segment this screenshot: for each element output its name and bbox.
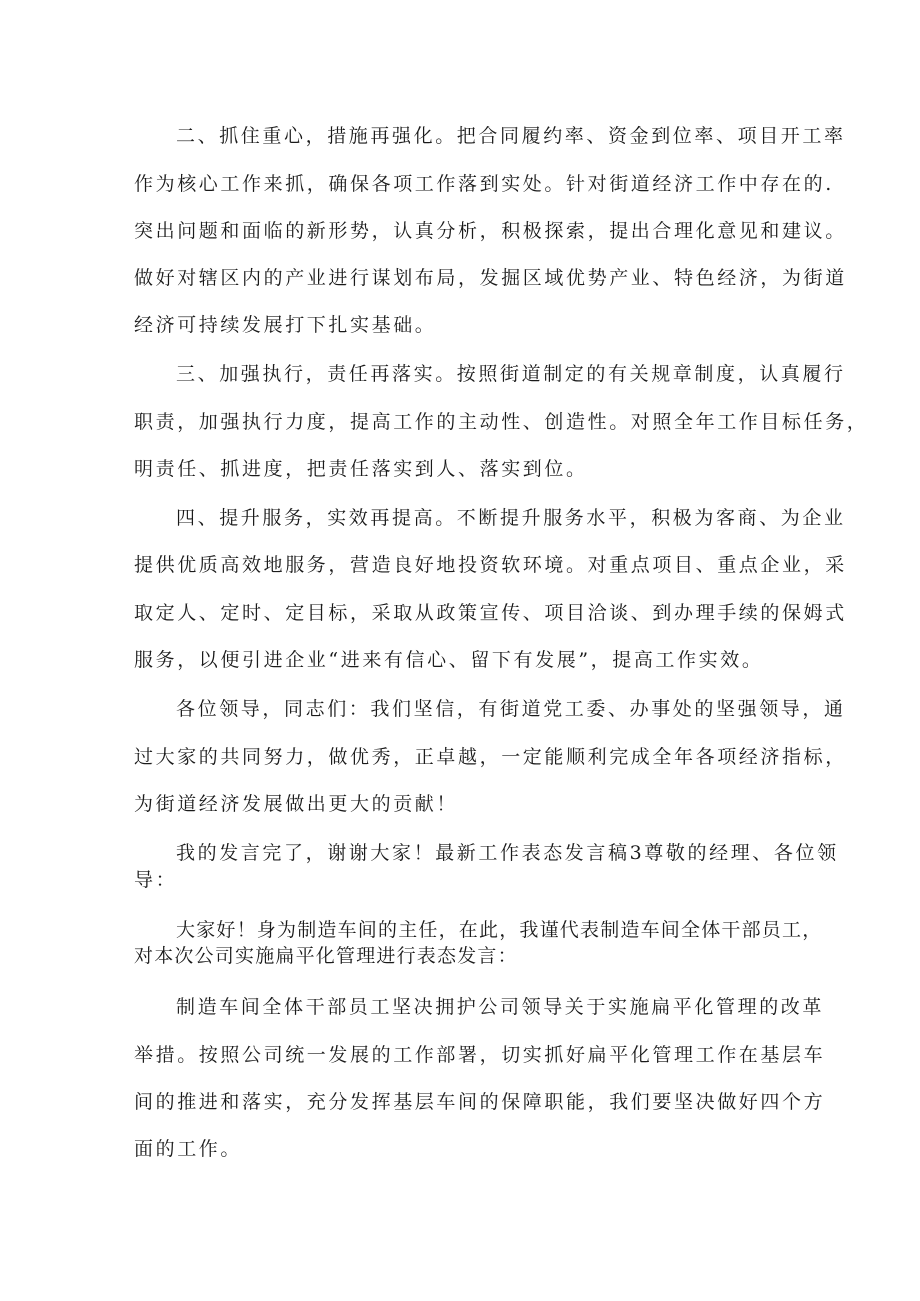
paragraph-7-line-4: 面的工作。 [134, 1138, 243, 1160]
paragraph-1-line-2: 作为核心工作来抓，确保各项工作落到实处。针对街道经济工作中存在的. [134, 173, 834, 195]
paragraph-7-line-1: 制造车间全体干部员工坚决拥护公司领导关于实施扁平化管理的改革 [176, 996, 825, 1018]
paragraph-3-line-1: 四、提升服务，实效再提高。不断提升服务水平，积极为客商、为企业 [176, 507, 846, 529]
paragraph-3-line-2: 提供优质高效地服务，营造良好地投资软环境。对重点项目、重点企业，采 [134, 554, 847, 576]
paragraph-7-line-2: 举措。按照公司统一发展的工作部署，切实抓好扁平化管理工作在基层车 [134, 1044, 826, 1066]
paragraph-4-line-1: 各位领导，同志们：我们坚信，有街道党工委、办事处的坚强领导，通 [176, 698, 846, 720]
paragraph-5-line-1: 我的发言完了，谢谢大家！最新工作表态发言稿3尊敬的经理、各位领 [176, 842, 839, 864]
paragraph-1-line-3: 突出问题和面临的新形势，认真分析，积极探索，提出合理化意见和建议。 [134, 220, 847, 242]
paragraph-3-line-3: 取定人、定时、定目标，采取从政策宣传、项目洽谈、到办理手续的保姆式 [134, 602, 847, 624]
paragraph-3-line-4: 服务，以便引进企业“进来有信心、留下有发展”，提高工作实效。 [134, 649, 764, 671]
paragraph-5-line-2: 导： [134, 869, 178, 891]
paragraph-7-line-3: 间的推进和落实，充分发挥基层车间的保障职能，我们要坚决做好四个方 [134, 1091, 826, 1113]
paragraph-1-line-5: 经济可持续发展打下扎实基础。 [134, 314, 437, 336]
paragraph-4-line-3: 为街道经济发展做出更大的贡献！ [134, 793, 459, 815]
paragraph-4-line-2: 过大家的共同努力，做优秀，正卓越，一定能顺利完成全年各项经济指标， [134, 746, 847, 768]
paragraph-1-line-1: 二、抓住重心，措施再强化。把合同履约率、资金到位率、项目开工率 [176, 125, 846, 147]
paragraph-2-line-1: 三、加强执行，责任再落实。按照街道制定的有关规章制度，认真履行 [176, 363, 846, 385]
paragraph-1-line-4: 做好对辖区内的产业进行谋划布局，发掘区域优势产业、特色经济，为街道 [134, 267, 847, 289]
paragraph-2-line-3: 明责任、抓进度，把责任落实到人、落实到位。 [134, 458, 588, 480]
paragraph-6-line-2: 对本次公司实施扁平化管理进行表态发言： [134, 945, 518, 967]
paragraph-6-line-1: 大家好！身为制造车间的主任，在此，我谨代表制造车间全体干部员工， [176, 919, 823, 941]
paragraph-2-line-2: 职责，加强执行力度，提高工作的主动性、创造性。对照全年工作目标任务， [134, 411, 869, 433]
